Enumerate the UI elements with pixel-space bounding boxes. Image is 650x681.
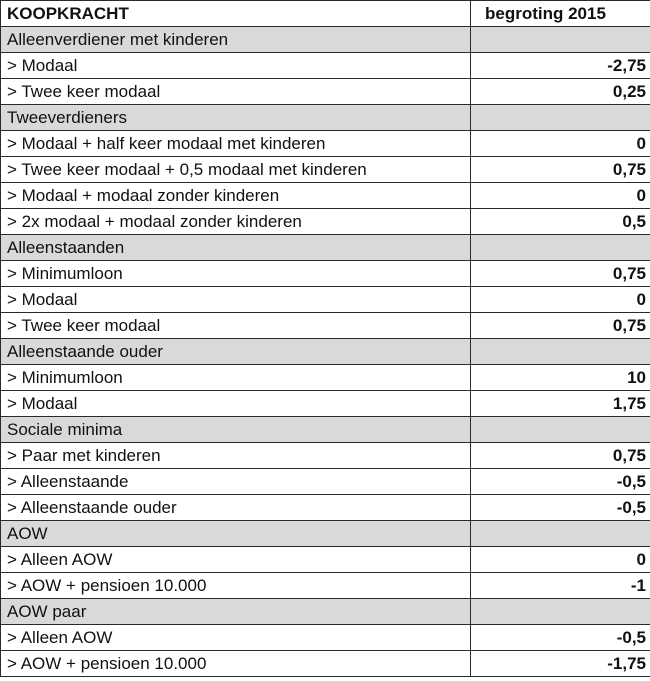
row-label: > Alleen AOW — [1, 625, 471, 651]
table-row — [1, 625, 650, 651]
section-row — [1, 417, 650, 443]
section-value — [471, 27, 650, 53]
row-value: 0,5 — [471, 209, 650, 235]
header-row — [1, 1, 650, 27]
row-value: -1,75 — [471, 651, 650, 677]
table-row — [1, 287, 650, 313]
section-value — [471, 339, 650, 365]
row-value: 0 — [471, 183, 650, 209]
table-row — [1, 261, 650, 287]
table-row — [1, 469, 650, 495]
section-row — [1, 27, 650, 53]
row-label: > Twee keer modaal — [1, 79, 471, 105]
section-row — [1, 235, 650, 261]
table-row — [1, 365, 650, 391]
table-row — [1, 313, 650, 339]
row-label: > Twee keer modaal — [1, 313, 471, 339]
section-label: Sociale minima — [1, 417, 471, 443]
section-label: AOW — [1, 521, 471, 547]
row-label: > Paar met kinderen — [1, 443, 471, 469]
section-row — [1, 339, 650, 365]
row-label: > Modaal + modaal zonder kinderen — [1, 183, 471, 209]
header-label: KOOPKRACHT — [1, 1, 471, 27]
table-row — [1, 79, 650, 105]
table-row — [1, 53, 650, 79]
section-value — [471, 521, 650, 547]
row-value: 0,25 — [471, 79, 650, 105]
section-label: Alleenverdiener met kinderen — [1, 27, 471, 53]
row-label: > Minimumloon — [1, 261, 471, 287]
row-label: > Twee keer modaal + 0,5 modaal met kinderen — [1, 157, 471, 183]
section-label: Alleenstaanden — [1, 235, 471, 261]
table-row — [1, 391, 650, 417]
section-value — [471, 235, 650, 261]
row-label: > 2x modaal + modaal zonder kinderen — [1, 209, 471, 235]
section-label: AOW paar — [1, 599, 471, 625]
row-value: 0,75 — [471, 443, 650, 469]
section-value — [471, 417, 650, 443]
table-row — [1, 547, 650, 573]
row-value: -0,5 — [471, 495, 650, 521]
section-row — [1, 599, 650, 625]
row-label: > Modaal — [1, 287, 471, 313]
table-row — [1, 651, 650, 677]
section-label: Tweeverdieners — [1, 105, 471, 131]
row-label: > AOW + pensioen 10.000 — [1, 651, 471, 677]
row-value: 0 — [471, 547, 650, 573]
row-value: -2,75 — [471, 53, 650, 79]
table-row — [1, 495, 650, 521]
row-label: > Alleenstaande ouder — [1, 495, 471, 521]
row-label: > Modaal + half keer modaal met kinderen — [1, 131, 471, 157]
row-label: > AOW + pensioen 10.000 — [1, 573, 471, 599]
section-row — [1, 105, 650, 131]
table-body — [1, 1, 650, 677]
row-label: > Modaal — [1, 391, 471, 417]
table-row — [1, 209, 650, 235]
row-label: > Alleenstaande — [1, 469, 471, 495]
row-value: 0 — [471, 131, 650, 157]
row-label: > Modaal — [1, 53, 471, 79]
row-value: 0 — [471, 287, 650, 313]
row-value: 0,75 — [471, 313, 650, 339]
row-label: > Minimumloon — [1, 365, 471, 391]
table-row — [1, 183, 650, 209]
section-row — [1, 521, 650, 547]
row-value: 1,75 — [471, 391, 650, 417]
row-value: 0,75 — [471, 157, 650, 183]
section-value — [471, 599, 650, 625]
row-label: > Alleen AOW — [1, 547, 471, 573]
row-value: -0,5 — [471, 469, 650, 495]
row-value: -0,5 — [471, 625, 650, 651]
row-value: 10 — [471, 365, 650, 391]
section-label: Alleenstaande ouder — [1, 339, 471, 365]
table-row — [1, 573, 650, 599]
header-value: begroting 2015 — [471, 1, 650, 27]
row-value: 0,75 — [471, 261, 650, 287]
table-row — [1, 443, 650, 469]
table-row — [1, 157, 650, 183]
table-row — [1, 131, 650, 157]
row-value: -1 — [471, 573, 650, 599]
section-value — [471, 105, 650, 131]
